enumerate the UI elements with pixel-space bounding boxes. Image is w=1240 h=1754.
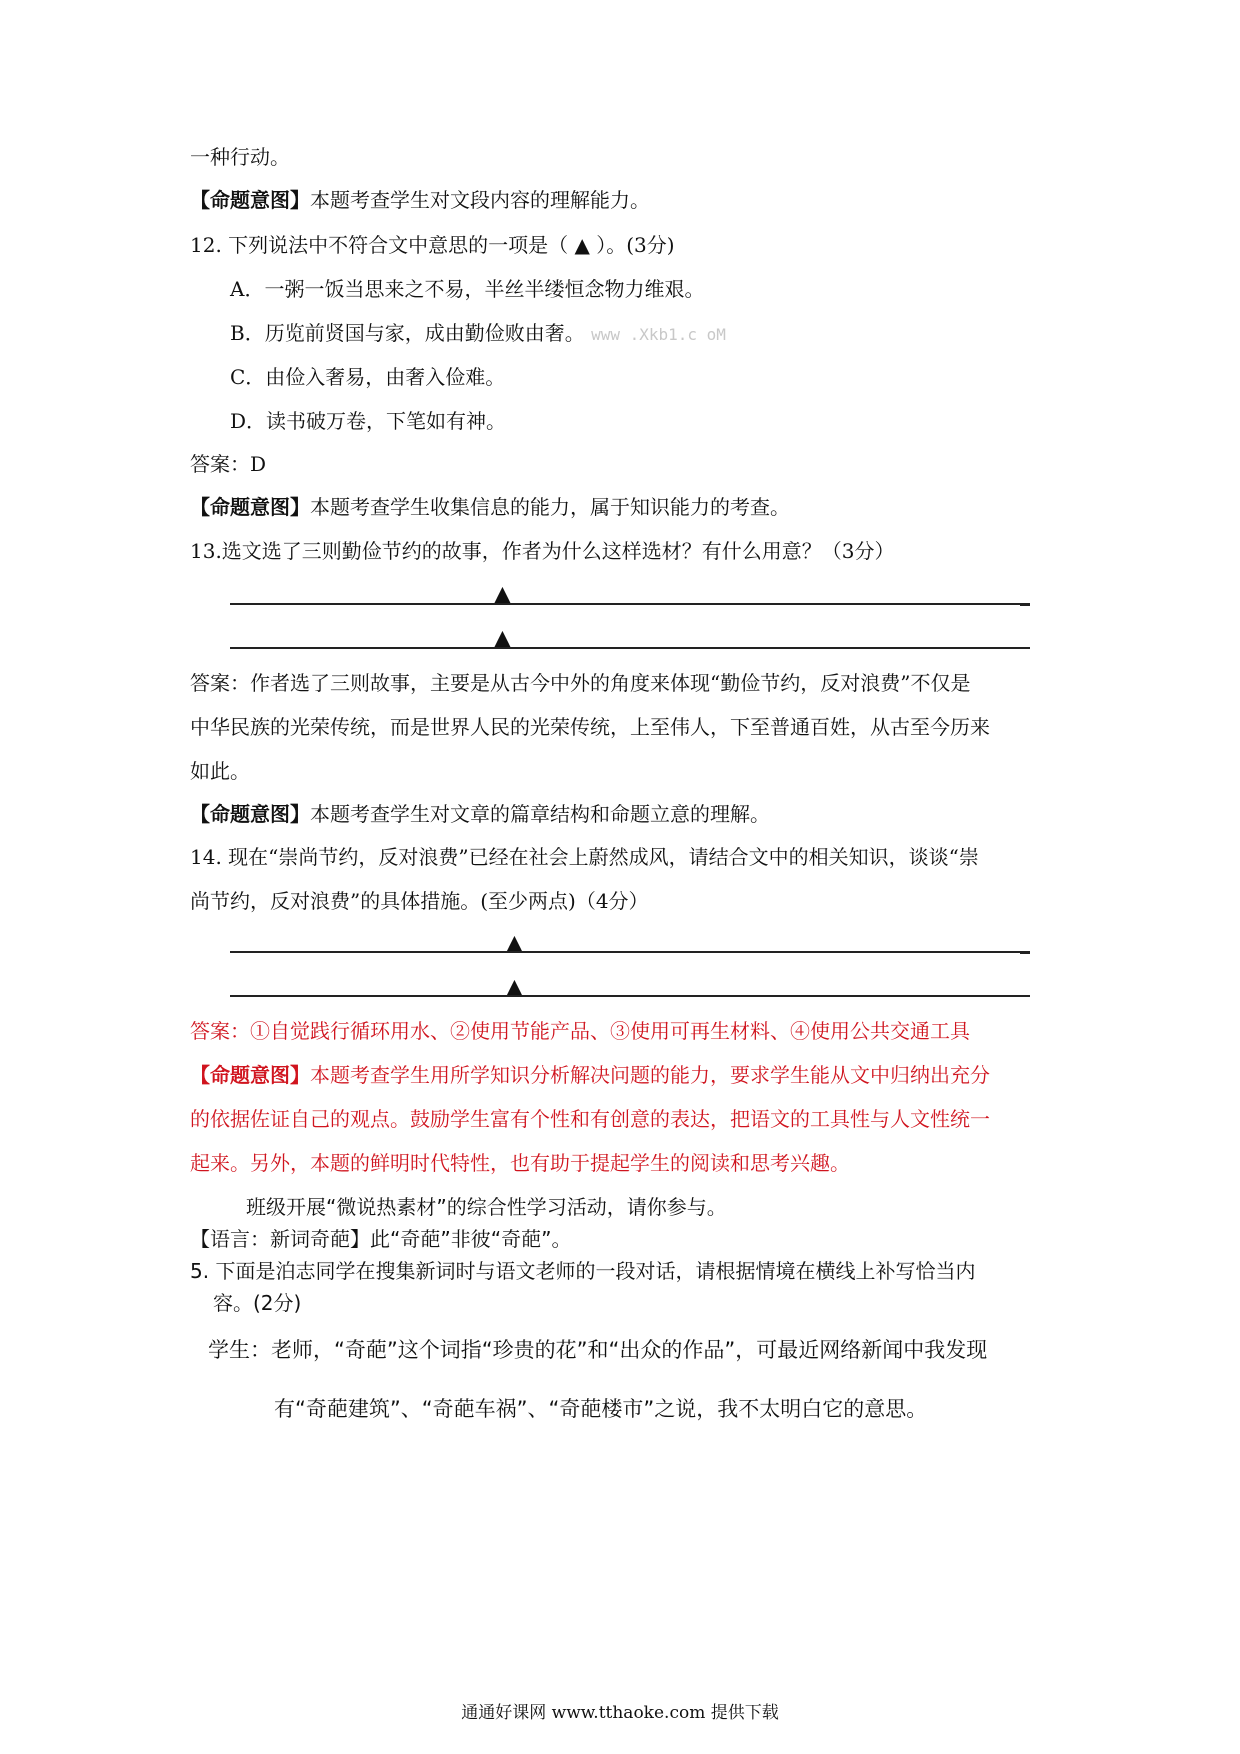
answer-14: 答案：①自觉践行循环用水、②使用节能产品、③使用可再生材料、④使用公共交通工具 bbox=[190, 1019, 970, 1043]
option-d: D．读书破万卷，下笔如有神。 bbox=[230, 409, 507, 433]
answer-line bbox=[230, 995, 1030, 997]
option-a: A．一粥一饭当思来之不易，半丝半缕恒念物力维艰。 bbox=[230, 277, 705, 301]
intent-text: 本题考查学生收集信息的能力，属于知识能力的考查。 bbox=[310, 495, 790, 519]
intent-tag: 【命题意图】 bbox=[190, 188, 310, 212]
question-5-line1: 5. 下面是泊志同学在搜集新词时与语文老师的一段对话，请根据情境在横线上补写恰当内 bbox=[190, 1259, 976, 1283]
answer-12: 答案：D bbox=[190, 452, 267, 476]
intent-note-14-line2: 的依据佐证自己的观点。鼓励学生富有个性和有创意的表达，把语文的工具性与人文性统一 bbox=[190, 1107, 990, 1131]
blank-marker-icon: ▲ bbox=[506, 975, 523, 1000]
blank-marker-icon: ▲ bbox=[494, 582, 511, 607]
answer-line bbox=[230, 951, 1030, 953]
blank-marker-icon: ▲ bbox=[494, 626, 511, 651]
question-14-line2: 尚节约，反对浪费”的具体措施。(至少两点)（4分） bbox=[190, 889, 649, 913]
option-b bbox=[230, 319, 726, 349]
intent-text: 本题考查学生对文章的篇章结构和命题立意的理解。 bbox=[310, 802, 770, 826]
question-13: 13.选文选了三则勤俭节约的故事，作者为什么这样选材？有什么用意？（3分） bbox=[190, 539, 895, 563]
blank-marker-icon: ▲ bbox=[506, 931, 523, 956]
intent-note-12 bbox=[190, 493, 790, 521]
answer-13-line1: 答案：作者选了三则故事，主要是从古今中外的角度来体现“勤俭节约，反对浪费”不仅是 bbox=[190, 671, 971, 695]
watermark-text: www .Xkb1.c oM bbox=[591, 325, 726, 344]
answer-line-end bbox=[1020, 603, 1030, 606]
intent-note-14-line3: 起来。另外，本题的鲜明时代特性，也有助于提起学生的阅读和思考兴趣。 bbox=[190, 1151, 850, 1175]
answer-line bbox=[230, 647, 1030, 649]
intent-tag: 【命题意图】 bbox=[190, 802, 310, 826]
option-b-text: B．历览前贤国与家，成由勤俭败由奢。 bbox=[230, 321, 585, 345]
question-5-line2: 容。(2分) bbox=[213, 1291, 302, 1315]
page-footer: 通通好课网 www.tthaoke.com 提供下载 bbox=[461, 1703, 779, 1723]
intent-tag: 【命题意图】 bbox=[190, 495, 310, 519]
intent-note-11 bbox=[190, 186, 650, 214]
answer-13-line2: 中华民族的光荣传统，而是世界人民的光荣传统，上至伟人，下至普通百姓，从古至今历来 bbox=[190, 715, 990, 739]
answer-line-end bbox=[1020, 951, 1030, 954]
intent-text: 本题考查学生对文段内容的理解能力。 bbox=[310, 188, 650, 212]
student-dialogue-line1: 学生：老师，“奇葩”这个词指“珍贵的花”和“出众的作品”，可最近网络新闻中我发现 bbox=[208, 1338, 988, 1362]
language-section-title: 【语言：新词奇葩】此“奇葩”非彼“奇葩”。 bbox=[190, 1227, 572, 1251]
intent-text: 本题考查学生用所学知识分析解决问题的能力，要求学生能从文中归纳出充分 bbox=[310, 1063, 990, 1087]
answer-line bbox=[230, 603, 1030, 605]
question-14-line1: 14. 现在“崇尚节约，反对浪费”已经在社会上蔚然成风，请结合文中的相关知识，谈谈“崇 bbox=[190, 845, 979, 869]
student-dialogue-line2: 有“奇葩建筑”、“奇葩车祸”、“奇葩楼市”之说，我不太明白它的意思。 bbox=[274, 1397, 928, 1421]
activity-intro: 班级开展“微说热素材”的综合性学习活动，请你参与。 bbox=[246, 1195, 727, 1219]
intent-note-13 bbox=[190, 800, 770, 828]
intent-tag: 【命题意图】 bbox=[190, 1063, 310, 1087]
question-12: 12. 下列说法中不符合文中意思的一项是（ ▲ ）。(3分) bbox=[190, 233, 675, 257]
intent-note-14-line1 bbox=[190, 1061, 990, 1089]
paragraph-tail: 一种行动。 bbox=[190, 145, 290, 169]
answer-13-line3: 如此。 bbox=[190, 759, 250, 783]
option-c: C．由俭入奢易，由奢入俭难。 bbox=[230, 365, 506, 389]
